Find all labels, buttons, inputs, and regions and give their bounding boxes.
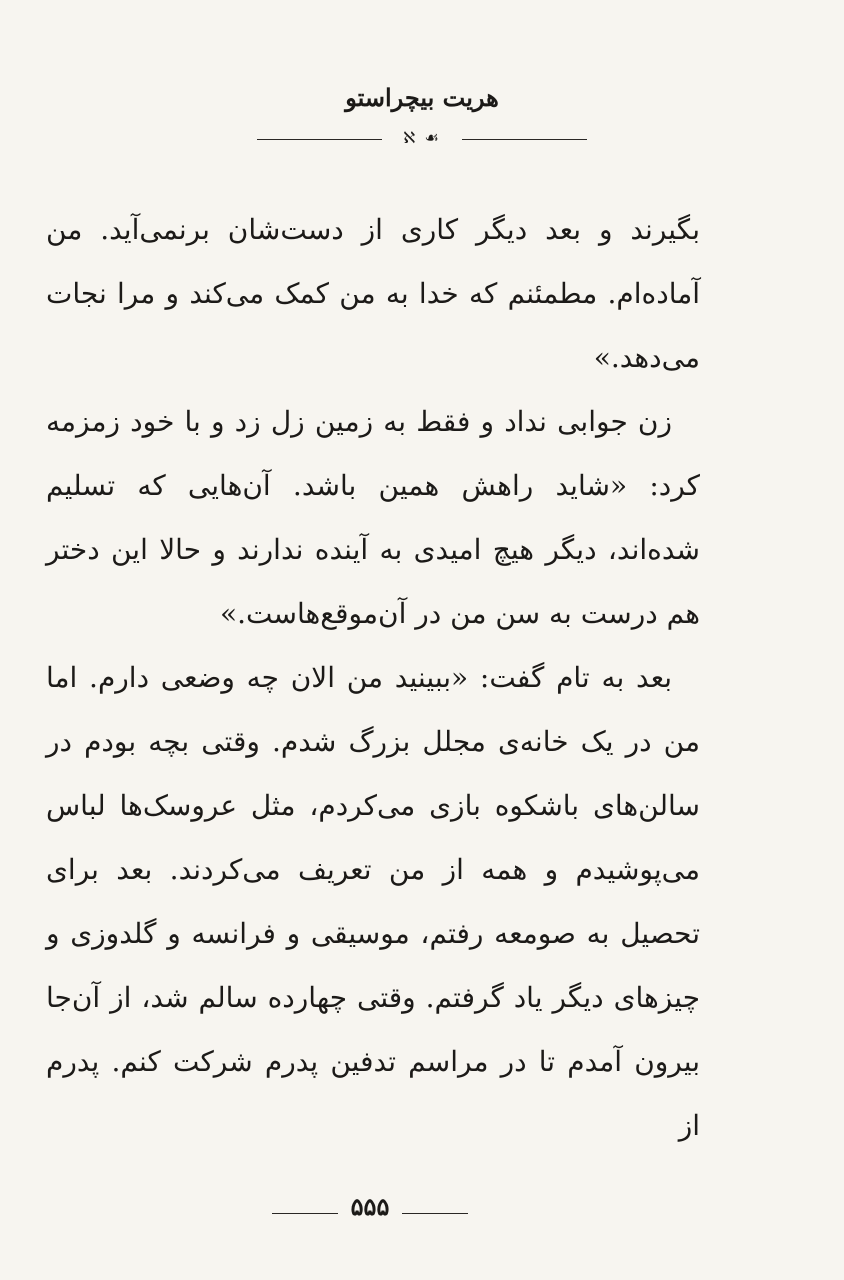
paragraph-3: بعد به تام گفت: «ببینید من الان چه وضعی دارم. اما من در یک خانه‌ی مجلل بزرگ شدم. وقتی بچه بودم در سالن‌های باشکوه بازی می‌کردم، مثل عروسک‌ها لباس می‌پوشیدم و همه از من تعریف می‌کردند. بعد برای تحصیل به صومعه رفتم، موسیقی و فرانسه و گلدوزی و چیزهای دیگر یاد گرفتم. وقتی چهارده سالم شد، از آن‌جا بیرون آمدم تا در مراسم تدفین پدرم شرکت کنم. پدرم از bbox=[46, 661, 700, 1142]
paragraph-1: بگیرند و بعد دیگر کاری از دست‌شان برنمی‌آید. من آماده‌ام. مطمئنم که خدا به من کمک می‌کند و مرا نجات می‌دهد.» bbox=[46, 213, 700, 374]
running-title: هریت بیچراستو bbox=[345, 83, 499, 112]
body-text bbox=[46, 198, 700, 1158]
header-rule-left bbox=[257, 139, 382, 140]
footer-rule-right bbox=[402, 1213, 468, 1214]
page-footer bbox=[0, 1192, 844, 1222]
flourish-ornament-icon: ℵ ☙ bbox=[403, 128, 441, 147]
page-number: ۵۵۵ bbox=[350, 1192, 390, 1221]
footer-rule-left bbox=[272, 1213, 338, 1214]
page-header bbox=[0, 78, 844, 148]
header-ornament-row bbox=[257, 128, 587, 148]
paragraph-2: زن جوابی نداد و فقط به زمین زل زد و با خود زمزمه کرد: «شاید راهش همین باشد. آن‌هایی که تسلیم شده‌اند، دیگر هیچ امیدی به آینده ندارند و حالا این دختر هم درست به سن من در آن‌موقع‌هاست.» bbox=[46, 405, 700, 630]
header-rule-right bbox=[462, 139, 587, 140]
